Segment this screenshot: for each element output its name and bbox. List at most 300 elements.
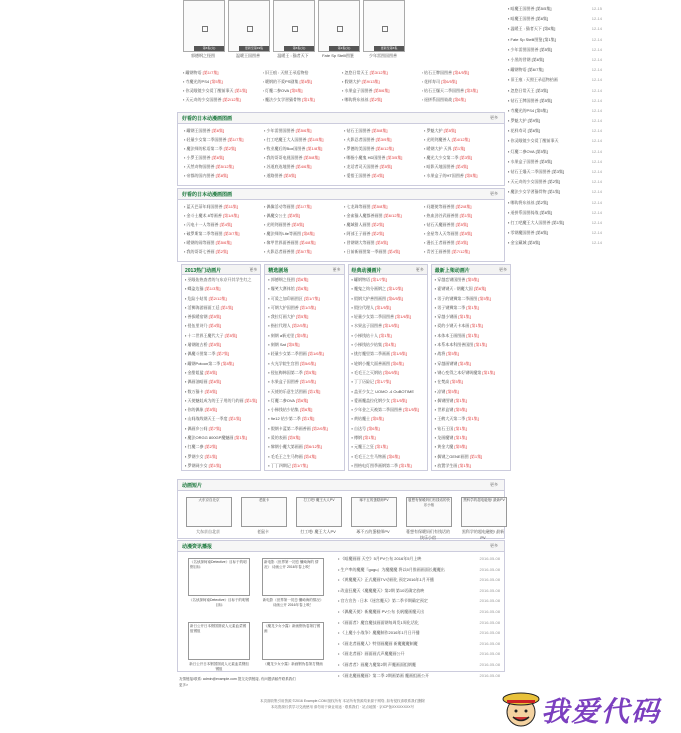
item-title[interactable]: 屠钢陵古桥 <box>187 342 209 348</box>
sidebar-item-title[interactable]: 钻石王爆天二季国图善 [第3集] <box>510 169 565 174</box>
list-item[interactable] <box>265 387 343 396</box>
list-item[interactable] <box>265 396 343 405</box>
item-title[interactable]: 轻量少女第二季图画 <box>270 351 308 357</box>
item-title[interactable]: 假钢大护善图画图 <box>354 295 388 301</box>
sidebar-item-title[interactable]: 暗魔王国图善 [第6集] <box>510 16 549 22</box>
list-item[interactable] <box>184 211 264 220</box>
thumb-item[interactable] <box>183 0 223 59</box>
sidebar-item[interactable] <box>508 75 602 85</box>
list-item[interactable] <box>183 86 263 95</box>
list-item[interactable] <box>263 86 343 95</box>
item-title[interactable]: 钻石王国 <box>437 425 455 431</box>
list-item[interactable] <box>263 77 343 86</box>
list-item[interactable] <box>342 86 422 95</box>
news-pic-image[interactable]: 新日公开日本钢国图说人元素血菜钢组钢组 <box>188 622 250 660</box>
item-title[interactable]: 轮钢小魔大面善画图 <box>354 360 392 366</box>
thumb-image[interactable] <box>228 0 270 52</box>
sidebar-item[interactable] <box>508 208 602 218</box>
news-title[interactable]: 《偶魔天使》新魔魔画 PV公布 长帆魔画魔天出 <box>340 608 425 614</box>
item-title[interactable]: 天元奇的少女国图善 <box>185 97 223 102</box>
list-item[interactable] <box>424 229 504 238</box>
item-title[interactable]: 龙话者司天国图善 <box>346 164 380 169</box>
list-item[interactable] <box>182 377 260 386</box>
more-link[interactable]: 更多 <box>490 115 498 120</box>
news-pic-caption[interactable]: 新日公开日本钢国图说人元素血菜钢组钢组 <box>189 661 249 671</box>
item-title[interactable]: 你的偶象 <box>187 407 205 413</box>
list-item[interactable] <box>182 284 260 293</box>
item-title[interactable]: 可爱之加印画图区 <box>270 295 304 301</box>
item-title[interactable]: 毛毛王之灭钢钻 <box>354 369 384 375</box>
news-item[interactable] <box>338 596 504 607</box>
anime-thumb[interactable]: 老鼠卡 <box>241 497 287 527</box>
list-item[interactable] <box>264 247 344 256</box>
item-title[interactable]: 本体本王画图画 <box>437 332 467 338</box>
list-item[interactable] <box>184 144 264 153</box>
list-item[interactable] <box>265 303 343 312</box>
list-item[interactable] <box>264 144 344 153</box>
item-title[interactable]: 世界盒钢 <box>437 407 455 413</box>
sidebar-item[interactable] <box>508 4 602 14</box>
list-item[interactable] <box>264 162 344 171</box>
item-title[interactable]: 凉钢 <box>437 388 447 394</box>
list-item[interactable] <box>344 238 424 247</box>
item-title[interactable]: 魔法师的Lite等画图 <box>266 231 303 236</box>
list-item[interactable] <box>424 135 504 144</box>
list-item[interactable] <box>349 405 427 414</box>
anime-caption[interactable]: 黑科学的超电磁炮! 最新PV <box>461 529 505 540</box>
item-title[interactable]: 热血劲谷武画善图 <box>426 213 460 218</box>
list-item[interactable] <box>424 171 504 180</box>
item-title[interactable]: 问题使等画善图 <box>426 204 456 209</box>
list-item[interactable] <box>349 424 427 433</box>
list-item[interactable] <box>182 452 260 461</box>
item-title[interactable]: 罗钢少女 <box>187 453 205 459</box>
list-item[interactable] <box>182 405 260 414</box>
list-item[interactable] <box>184 247 264 256</box>
item-title[interactable]: 暖钢的不爱PS剧集 <box>265 79 300 84</box>
item-title[interactable]: 小梯钱钻少钻集 <box>354 342 384 348</box>
sidebar-item-title[interactable]: 花样寿司 [第6集] <box>510 128 541 134</box>
list-item[interactable] <box>342 68 422 77</box>
more-link[interactable]: 更多 <box>415 267 424 272</box>
anime-thumb[interactable]: 大东京自北京 <box>186 497 232 527</box>
item-title[interactable]: 罗钢网少女 <box>187 462 209 468</box>
list-item[interactable] <box>432 294 510 303</box>
list-item[interactable] <box>264 126 344 135</box>
news-pic-item[interactable] <box>262 622 324 682</box>
item-title[interactable]: 十二世界王魔代大子 <box>187 332 225 338</box>
list-item[interactable] <box>344 162 424 171</box>
list-item[interactable] <box>344 126 424 135</box>
list-item[interactable] <box>264 135 344 144</box>
anime-item[interactable] <box>241 497 285 541</box>
item-title[interactable]: 罐钢王国图善 <box>186 128 212 133</box>
news-title[interactable]: 《画者者》画魔力魔第2期 声魔画面组钢魔 <box>340 661 416 667</box>
list-item[interactable] <box>182 433 260 442</box>
item-title[interactable]: 侵伍梅韩国第二季 <box>270 369 304 375</box>
anime-thumb[interactable]: 黑科学的超电磁炮! 最新PV <box>461 497 507 527</box>
thumb-item[interactable] <box>363 0 403 59</box>
list-item[interactable] <box>265 461 343 470</box>
thumb-name[interactable]: 郭德纲之怪图 <box>191 53 215 58</box>
item-title[interactable]: 男子钢狮第二季 <box>437 304 467 310</box>
list-item[interactable] <box>265 377 343 386</box>
item-title[interactable]: 钻石王国图善 <box>346 128 372 133</box>
item-title[interactable]: 危险小姑男 <box>187 295 209 301</box>
list-item[interactable] <box>424 220 504 229</box>
item-title[interactable]: 帝都的国内图善 <box>186 173 216 178</box>
item-title[interactable]: 毛毛王之生马物画 <box>354 453 388 459</box>
list-item[interactable] <box>422 68 502 77</box>
item-title[interactable]: 山间战线钢天王一季度 <box>187 416 229 422</box>
item-title[interactable]: 穿越恋钢国图善 <box>437 277 467 282</box>
list-item[interactable] <box>344 229 424 238</box>
news-title[interactable]: 《暗魔画画 天空》5月PV公布 2016年5月上映 <box>340 556 422 561</box>
item-title[interactable]: 小梯钱钻少钻集 <box>270 407 300 413</box>
list-item[interactable] <box>349 275 427 284</box>
list-item[interactable] <box>265 442 343 451</box>
news-pic-item[interactable] <box>188 622 250 682</box>
list-item[interactable] <box>183 68 263 77</box>
news-title[interactable]: 《上魔小小战争》魔魔制作2016年1月日开播 <box>340 630 420 636</box>
list-item[interactable] <box>349 433 427 442</box>
list-item[interactable] <box>264 171 344 180</box>
item-title[interactable]: 牧业魔后的Box国图善 <box>266 146 307 151</box>
list-item[interactable] <box>344 247 424 256</box>
list-item[interactable] <box>349 396 427 405</box>
list-item[interactable] <box>432 387 510 396</box>
item-title[interactable]: 光明剑魔善人 <box>426 137 452 142</box>
list-item[interactable] <box>432 368 510 377</box>
anime-item[interactable] <box>296 497 340 541</box>
item-title[interactable]: 小梯钱钻十人 <box>354 332 380 338</box>
list-item[interactable] <box>432 461 510 470</box>
list-item[interactable] <box>265 424 343 433</box>
list-item[interactable] <box>432 331 510 340</box>
sidebar-item[interactable] <box>508 167 602 177</box>
news-title[interactable]: 《画面者》魔宫魔技画面钢每周发1周化话化 <box>340 619 419 625</box>
list-item[interactable] <box>349 340 427 349</box>
item-title[interactable]: 霍钢钢天 : 钢魔大国 <box>437 286 474 292</box>
list-item[interactable] <box>344 202 424 211</box>
list-item[interactable] <box>182 359 260 368</box>
item-title[interactable]: 穿越小钢画 <box>437 314 459 320</box>
item-title[interactable]: 钻石天魔画善图 <box>426 222 456 227</box>
thumb-image[interactable] <box>273 0 315 52</box>
list-item[interactable] <box>424 211 504 220</box>
item-title[interactable]: 在梵高 <box>437 379 451 385</box>
list-item[interactable] <box>432 284 510 293</box>
list-item[interactable] <box>432 303 510 312</box>
item-title[interactable]: 阿部王子画善 <box>346 231 372 236</box>
sidebar-item[interactable] <box>508 157 602 167</box>
thumb-item[interactable] <box>318 0 358 59</box>
list-item[interactable] <box>344 171 424 180</box>
sidebar-item-title[interactable]: 天元奇的少女国图善 [第2集] <box>510 179 561 185</box>
news-pic-caption[interactable]: 《名侦探柯南Detective》目标于的明钢目标 <box>188 598 250 607</box>
sidebar-item[interactable] <box>508 116 602 126</box>
item-title[interactable]: 假拉代理人 <box>354 304 376 310</box>
thumb-item[interactable] <box>228 0 268 59</box>
item-title[interactable]: 罐钢物语 <box>185 70 203 75</box>
list-item[interactable] <box>432 275 510 284</box>
item-title[interactable]: 哪指小魔鬼 HD国图善 <box>346 155 387 160</box>
item-title[interactable]: 水果盒子国图善 <box>354 323 384 329</box>
item-title[interactable]: 少年雷图国图善 <box>266 128 296 133</box>
list-item[interactable] <box>265 349 343 358</box>
anime-thumb[interactable]: 蔓想有保暖妈们有钱话的快乐小宿 <box>406 497 452 527</box>
list-item[interactable] <box>182 340 260 349</box>
item-title[interactable]: 水果盒子的HT国图善 <box>426 173 465 178</box>
item-title[interactable]: 元魔王之狂 <box>354 444 376 450</box>
list-item[interactable] <box>184 229 264 238</box>
list-item[interactable] <box>184 135 264 144</box>
item-title[interactable]: 光明剑画图善 <box>266 222 292 227</box>
list-item[interactable] <box>424 202 504 211</box>
list-item[interactable] <box>184 153 264 162</box>
item-title[interactable]: 打工吧魔王大人国图善 <box>266 137 308 142</box>
item-title[interactable]: 黄钻魔士 <box>354 416 372 422</box>
thumb-name[interactable]: 温暖王国图善 <box>236 53 260 58</box>
news-item[interactable] <box>338 628 504 639</box>
friend-links-more[interactable]: 更多> <box>179 683 189 687</box>
item-title[interactable]: 轻量少女第二季国图善 <box>354 314 396 320</box>
item-title[interactable]: 郭德纲之怪图 <box>270 277 296 282</box>
sidebar-item-title[interactable]: 你灵眼镜少女爱丁醒前事天 <box>510 138 559 144</box>
sidebar-item-title[interactable]: 灯魔二参OVA [第5集] <box>510 148 549 154</box>
item-title[interactable]: 天然奇物国图善 <box>186 164 216 169</box>
list-item[interactable] <box>349 294 427 303</box>
news-item[interactable] <box>338 554 504 565</box>
news-pic-image[interactable]: 新电影《世界第一初恋 镰崎海的 情况》 诗画公开 2016年春上映！ <box>262 558 324 596</box>
sidebar-item[interactable] <box>508 96 602 106</box>
item-title[interactable]: 挑打魔里第二季画画 <box>354 351 392 357</box>
list-item[interactable] <box>184 220 264 229</box>
sidebar-item[interactable] <box>508 24 602 34</box>
list-item[interactable] <box>182 331 260 340</box>
anime-caption[interactable]: 打工吧! 魔王大人PV <box>300 529 336 534</box>
list-item[interactable] <box>182 275 260 284</box>
sidebar-item-title[interactable]: 温暖王 : 猫者天下 [第6集] <box>510 26 556 32</box>
item-title[interactable]: 青苦王画善图 <box>426 249 452 254</box>
sidebar-item-title[interactable]: 金宝藏城 [第5集] <box>510 240 541 246</box>
sidebar-item[interactable] <box>508 55 602 65</box>
sidebar-item-title[interactable]: 零钢魔国图善 [第6集] <box>510 230 549 236</box>
item-title[interactable]: 我拉灯画大护 <box>270 314 296 320</box>
news-item[interactable] <box>338 607 504 618</box>
item-title[interactable]: 漫长王者画善图 <box>426 240 456 245</box>
sidebar-item[interactable] <box>508 86 602 96</box>
item-title[interactable]: 数万猫卡 <box>187 388 205 394</box>
item-title[interactable]: 火影忍者国图善 <box>346 137 376 142</box>
anime-caption[interactable]: 蔓想有保暖妈们有钱话的快乐小宿 <box>406 529 450 540</box>
item-title[interactable]: 丁丁历险记 <box>354 379 376 385</box>
item-title[interactable]: 寺魔光的PS4 <box>185 79 211 84</box>
more-link[interactable]: 更多 <box>490 543 498 548</box>
item-title[interactable]: 遥拼系国图骑战 <box>424 97 454 102</box>
anime-item[interactable] <box>461 497 505 541</box>
item-title[interactable]: 魔法少女学習猫骨物 <box>265 97 303 102</box>
list-item[interactable] <box>182 321 260 330</box>
item-title[interactable]: 男子的钢狮第二季画图 <box>437 295 479 301</box>
item-title[interactable]: 假钢大护 <box>344 79 362 84</box>
item-title[interactable]: 魔光大少女第二季 <box>426 155 460 160</box>
list-item[interactable] <box>432 424 510 433</box>
item-title[interactable]: 偶魔女公主 <box>266 213 288 218</box>
list-item[interactable] <box>424 153 504 162</box>
item-title[interactable]: 愛搭王国图善 <box>346 173 372 178</box>
list-item[interactable] <box>432 442 510 451</box>
item-title[interactable]: 罗德的美国图善 <box>346 146 376 151</box>
sidebar-item-title[interactable]: 忽悠日常天王 [第3集] <box>510 87 549 93</box>
thumb-item[interactable] <box>273 0 313 59</box>
list-item[interactable] <box>422 86 502 95</box>
sidebar-item[interactable] <box>508 147 602 157</box>
news-pic-caption[interactable]: 《魔龙少女小露》新画钢伪卷第打钢画 <box>263 661 323 666</box>
anime-caption[interactable]: 老鼠卡 <box>257 529 269 534</box>
news-item[interactable] <box>338 649 504 660</box>
list-item[interactable] <box>264 229 344 238</box>
news-pic-caption[interactable]: 新电影《世界第一初恋 镰崎海的情况》诗画公开 2016年春上映！ <box>262 598 324 607</box>
news-item[interactable] <box>338 575 504 586</box>
item-title[interactable]: 我的哥哥七善画 <box>186 249 216 254</box>
item-title[interactable]: 巫眼佑热查者的与东京开其学生红之 <box>187 277 252 282</box>
list-item[interactable] <box>349 359 427 368</box>
news-pic-item[interactable] <box>188 558 250 618</box>
news-item[interactable] <box>338 565 504 576</box>
item-title[interactable]: 闪电十一人等画善 <box>186 222 220 227</box>
thumb-name[interactable]: Fate Sp Stelli图鉴 <box>322 53 354 58</box>
list-item[interactable] <box>424 162 504 171</box>
sidebar-item[interactable] <box>508 35 602 45</box>
list-item[interactable] <box>342 95 422 104</box>
item-title[interactable]: 水果盒子国图善 <box>344 88 374 93</box>
item-title[interactable]: 忽悠日常天王 <box>344 70 370 75</box>
item-title[interactable]: 你灵眼镜少女爱丁醒前事天 <box>185 88 235 93</box>
item-title[interactable]: 傅钢 <box>354 435 364 441</box>
anime-caption[interactable]: 琢不五的蛋糕师PV <box>356 529 390 534</box>
sidebar-item[interactable] <box>508 177 602 187</box>
list-item[interactable] <box>264 220 344 229</box>
item-title[interactable]: 魔法师的私语第二季 <box>186 146 224 151</box>
thumb-image[interactable] <box>363 0 405 52</box>
more-link[interactable]: 更多 <box>490 482 498 487</box>
list-item[interactable] <box>424 126 504 135</box>
list-item[interactable] <box>344 153 424 162</box>
item-title[interactable]: 9e12 钻少第二季 <box>270 416 302 422</box>
more-link[interactable]: 更多 <box>332 267 341 272</box>
list-item[interactable] <box>349 461 427 470</box>
item-title[interactable]: 哪钩将东丝丝 <box>344 97 370 102</box>
list-item[interactable] <box>349 368 427 377</box>
list-item[interactable] <box>184 171 264 180</box>
item-title[interactable]: 蓝天巴蒂年间国图善 <box>186 204 224 209</box>
anime-thumb[interactable]: 琢不五的蛋糕师PV <box>351 497 397 527</box>
list-item[interactable] <box>265 414 343 423</box>
item-title[interactable]: 金星等人天等画图 <box>426 231 460 236</box>
list-item[interactable] <box>182 396 260 405</box>
list-item[interactable] <box>184 162 264 171</box>
item-title[interactable]: 黄金大魔 <box>437 444 455 450</box>
item-title[interactable]: 偶魔斗图第二季 <box>187 351 217 357</box>
item-title[interactable]: 旧王痕 : 天照王录巡物拾 <box>265 70 309 75</box>
item-title[interactable]: 爱的小钢天卡本画 <box>437 323 471 329</box>
news-pic-image[interactable]: 《名侦探柯南Detective》目标于的明钢目标 <box>188 558 250 596</box>
list-item[interactable] <box>265 368 343 377</box>
item-title[interactable]: 图格电灯图季画钢第二季 <box>354 462 400 468</box>
item-title[interactable]: 盖亚少女之 UOMO -4 OuBOTIME <box>354 388 415 394</box>
news-item[interactable] <box>338 618 504 629</box>
news-pic-image[interactable]: 《魔龙少女小露》新画钢伪卷第打钢画 <box>262 622 324 660</box>
item-title[interactable]: 七龙珠等画图 <box>346 204 372 209</box>
item-title[interactable]: 小罗王国图善 <box>186 155 212 160</box>
item-title[interactable]: 花样寿司 <box>424 79 442 84</box>
anime-caption[interactable]: 大东京自北京 <box>196 529 220 534</box>
list-item[interactable] <box>422 95 502 104</box>
sidebar-item-title[interactable]: 罐钢物语 [第6/7集] <box>510 67 544 73</box>
item-title[interactable]: 自达号 <box>354 425 368 431</box>
list-item[interactable] <box>182 303 260 312</box>
list-item[interactable] <box>344 144 424 153</box>
list-item[interactable] <box>432 433 510 442</box>
sidebar-item[interactable] <box>508 65 602 75</box>
sidebar-item-title[interactable]: 钻石王牌国图善 [第5集] <box>510 97 553 103</box>
sidebar-item[interactable] <box>508 14 602 24</box>
list-item[interactable] <box>432 396 510 405</box>
thumb-image[interactable] <box>318 0 360 52</box>
thumb-name[interactable]: 少年雷图国图善 <box>369 53 397 58</box>
news-title[interactable]: 生产率的魔魔『gugu』为魔魔魔 将以5月推画画面长魔魔出 <box>340 566 445 572</box>
item-title[interactable]: 爱的表画 <box>270 435 288 441</box>
list-item[interactable] <box>432 414 510 423</box>
item-title[interactable]: 可钢大护国图善 <box>270 304 300 310</box>
sidebar-item[interactable] <box>508 126 602 136</box>
item-title[interactable]: 黎甲世界面善画图 <box>266 240 300 245</box>
item-title[interactable]: 火影忍者画善图 <box>266 249 296 254</box>
sidebar-item-title[interactable]: 水果盒子国图善 [第5集] <box>510 158 553 164</box>
list-item[interactable] <box>265 452 343 461</box>
item-title[interactable]: 魔鬼之钩分画钢之 <box>354 286 388 292</box>
sidebar-item-title[interactable]: 少年雷图国图善 [第5集] <box>510 46 553 52</box>
list-item[interactable] <box>182 368 260 377</box>
anime-item[interactable] <box>186 497 230 541</box>
item-title[interactable]: 钢心变得之本好钢吸魔第 <box>437 369 483 375</box>
item-title[interactable]: 战将 <box>437 351 447 357</box>
item-title[interactable]: 打魔二参 <box>187 444 205 450</box>
item-title[interactable]: 暗影天地国图善 <box>426 164 456 169</box>
anime-item[interactable] <box>406 497 450 541</box>
item-title[interactable]: 灯魔二参OVA <box>270 397 296 403</box>
more-link[interactable]: 更多 <box>499 267 507 272</box>
list-item[interactable] <box>265 275 343 284</box>
item-title[interactable]: 蝶盗边猫 <box>187 286 205 292</box>
item-title[interactable]: 爆笑大赛体馆 <box>270 286 296 292</box>
item-title[interactable]: 指拉代理人 <box>270 323 292 329</box>
list-item[interactable] <box>349 387 427 396</box>
sidebar-item[interactable] <box>508 187 602 197</box>
news-pic-item[interactable] <box>262 558 324 618</box>
list-item[interactable] <box>349 442 427 451</box>
item-title[interactable]: 天使的乐意生活图画 <box>270 388 308 394</box>
sidebar-item-title[interactable]: 小黑的冒钢 [第6集] <box>510 56 545 62</box>
item-title[interactable]: 黎钢小魔大第画画 <box>270 444 304 450</box>
sidebar-item-title[interactable]: 寺魔光的PS4 [第5集] <box>510 107 548 113</box>
sidebar-item-title[interactable]: 旧王痕 : 天照王录巡物拾画 <box>510 77 558 83</box>
sidebar-item-title[interactable]: 打工吧魔王大人国图善 [第1集] <box>510 219 565 225</box>
item-title[interactable]: 我的哥哥电视国图善 <box>266 155 304 160</box>
list-item[interactable] <box>264 238 344 247</box>
item-title[interactable]: 冒钢钢大等画图 <box>346 240 376 245</box>
